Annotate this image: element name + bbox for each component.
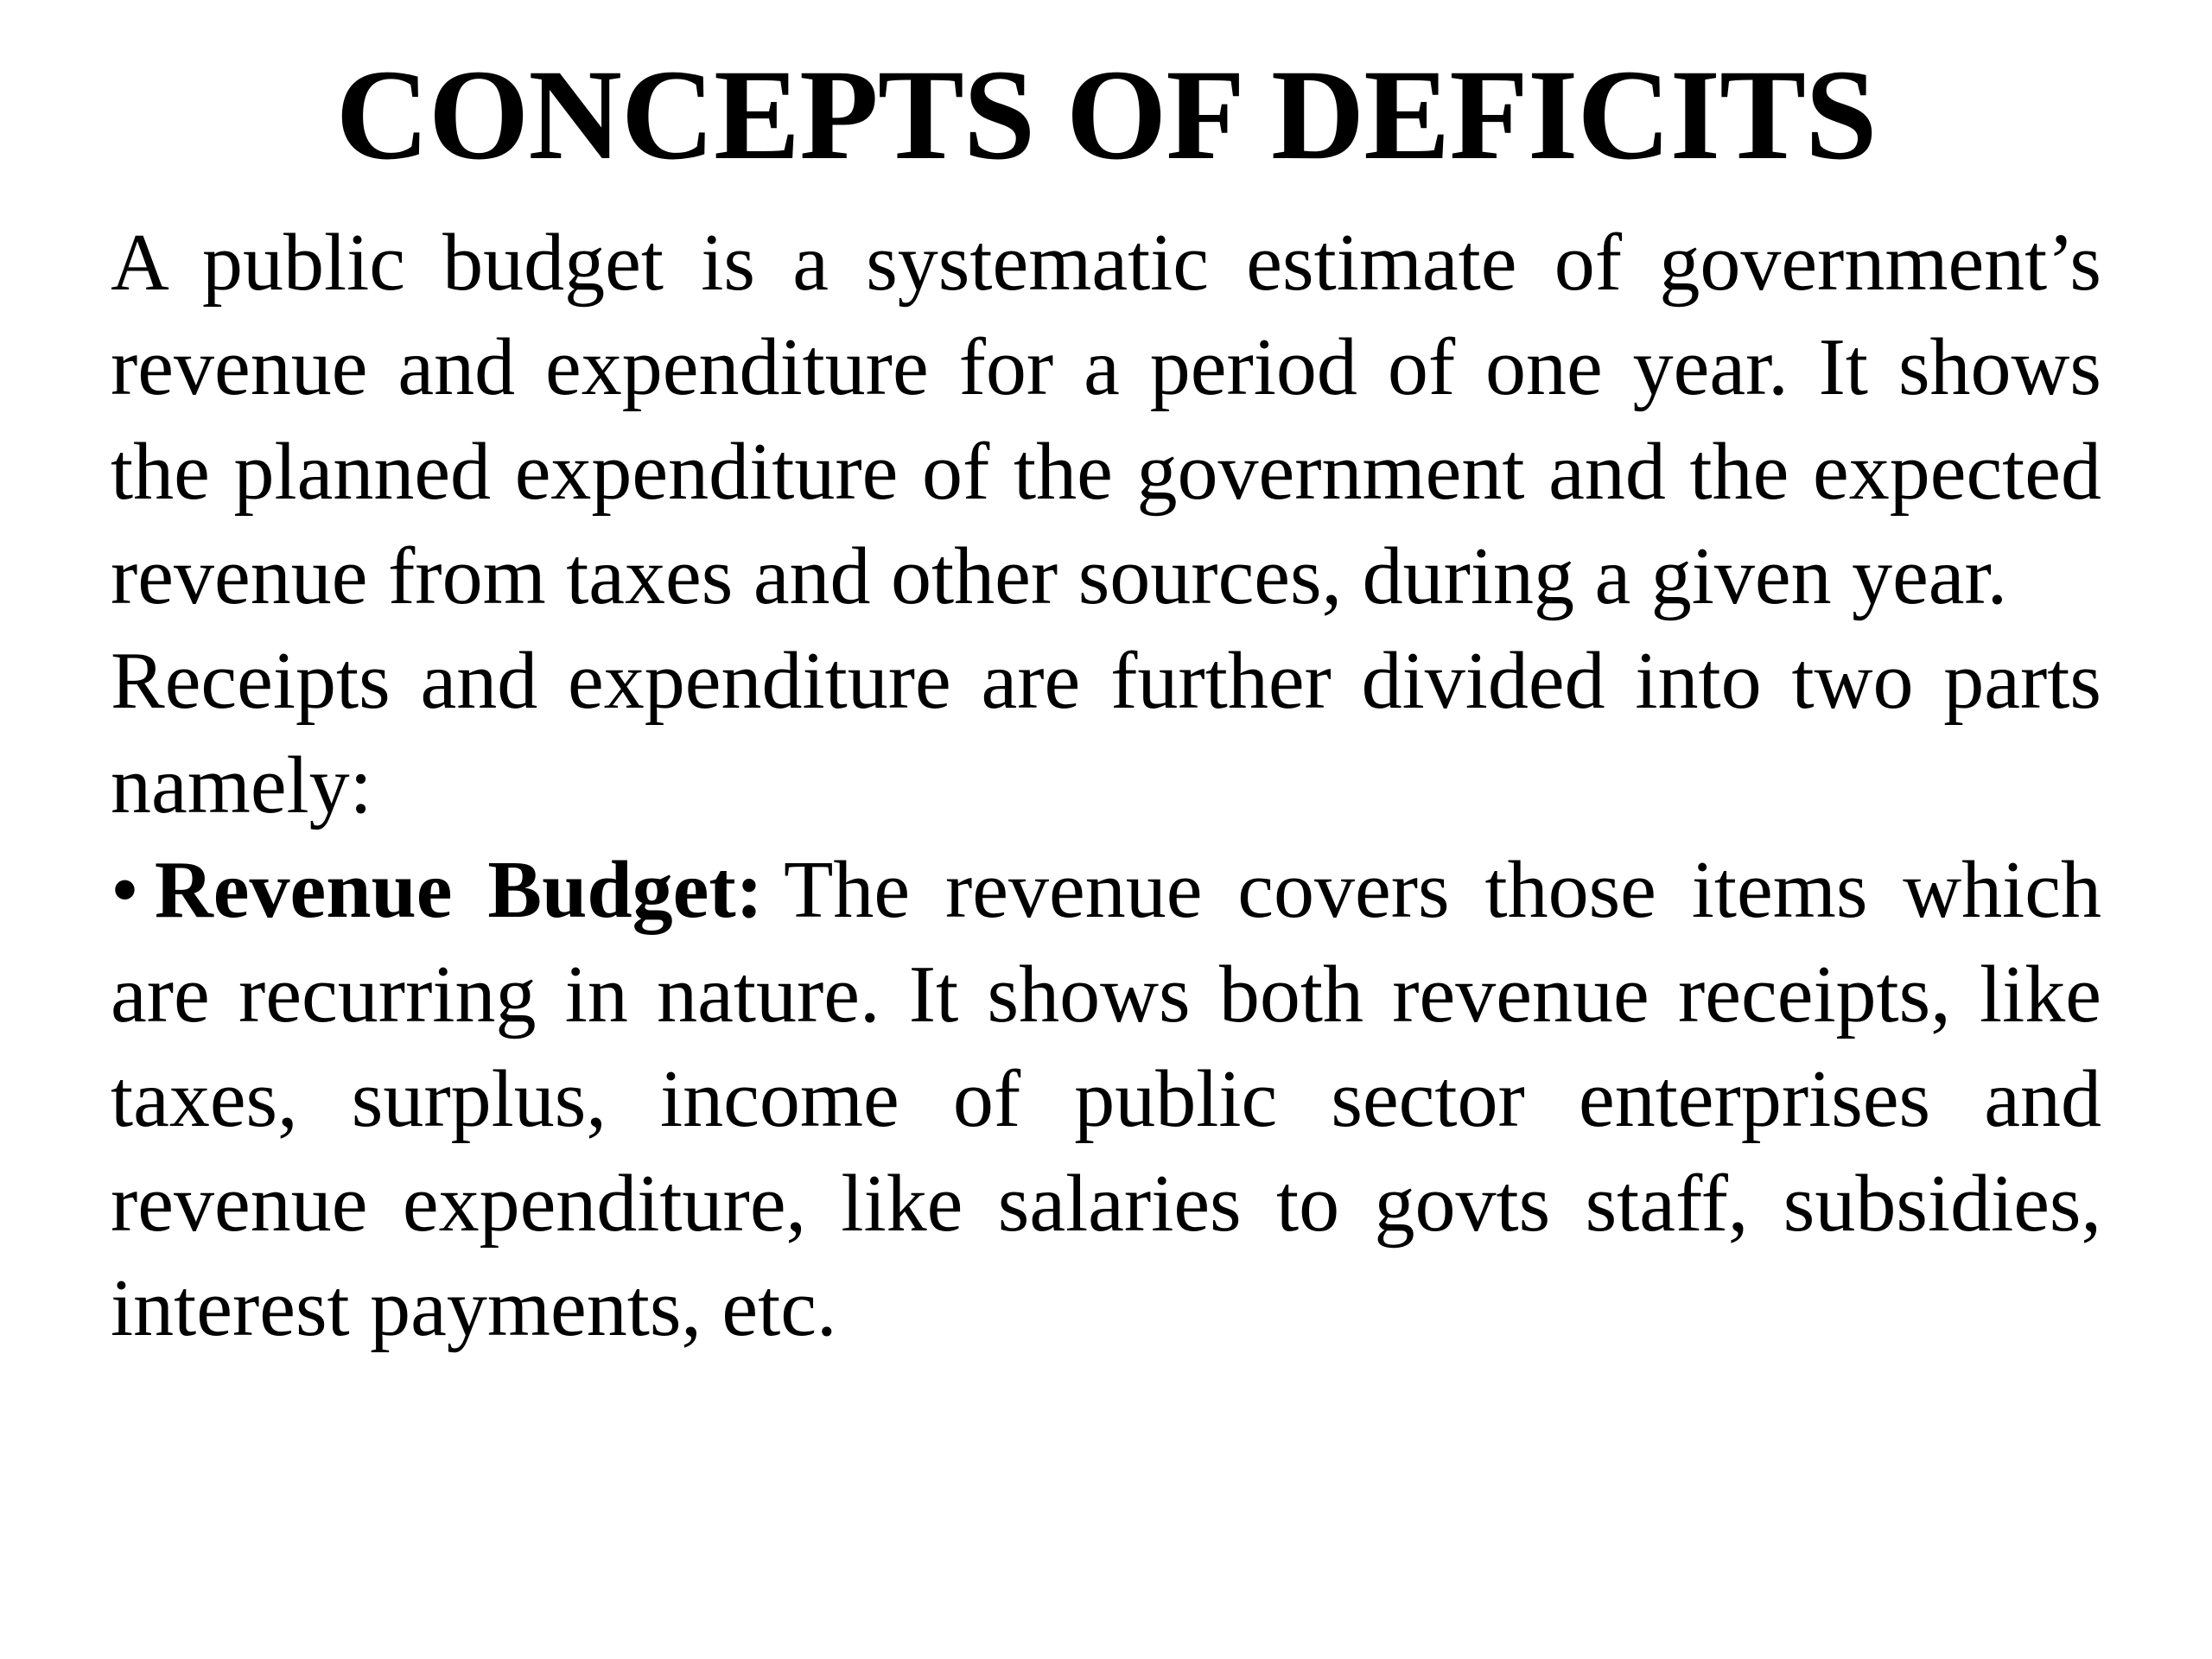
slide-body [111,211,2101,1361]
paragraph-budget-definition: A public budget is a systematic estimate of government’s revenue and expenditure for a period of one year. It shows the planned expenditure of the government and the expected revenue from taxes and other sources, during a given year. [111,218,2101,621]
bullet-text: The revenue covers those items which are recurring in nature. It shows both revenue receipts, like taxes, surplus, income of public sector enterprises and revenue expenditure, like salaries to govts staff, subsidies, interest payments, etc. [111,845,2101,1353]
bullet-label: Revenue Budget: [154,845,763,935]
bullet-marker: • [111,845,139,935]
bullet-revenue-budget [111,838,2101,1361]
slide-title: CONCEPTS OF DEFICITS [335,43,1877,187]
paragraph-receipts-division: Receipts and expenditure are further divided into two parts namely: [111,636,2101,830]
